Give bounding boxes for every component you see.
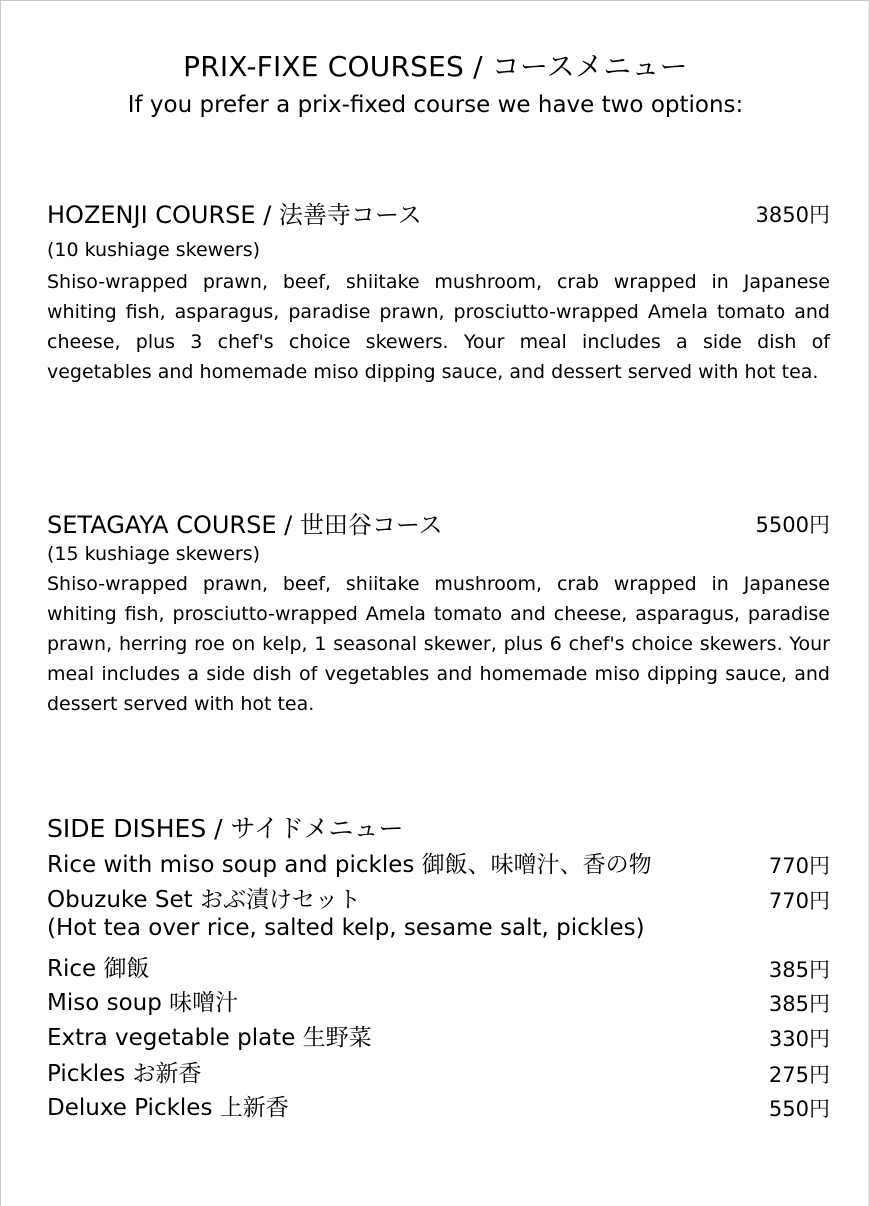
- course-skewer-count: (15 kushiage skewers): [47, 543, 261, 565]
- side-dish-row: [47, 1089, 830, 1123]
- side-dish-label: Rice with miso soup and pickles 御飯、味噌汁、香の物: [47, 852, 652, 878]
- side-dish-row: [47, 1019, 830, 1053]
- page-title: PRIX-FIXE COURSES / コースメニュー: [183, 50, 688, 83]
- side-dishes-title: SIDE DISHES / サイドメニュー: [47, 814, 404, 843]
- side-dish-price: 550円: [768, 1097, 830, 1121]
- side-dish-price: 770円: [768, 889, 830, 913]
- side-dish-price: 330円: [768, 1027, 830, 1051]
- side-dish-price: 385円: [768, 958, 830, 982]
- side-dish-row: [47, 984, 830, 1018]
- side-dish-label: Deluxe Pickles 上新香: [47, 1095, 289, 1121]
- side-dish-label: Rice 御飯: [47, 956, 150, 982]
- course-name: SETAGAYA COURSE / 世田谷コース: [47, 511, 443, 539]
- side-dish-price: 275円: [768, 1063, 830, 1087]
- side-dish-label: Extra vegetable plate 生野菜: [47, 1025, 372, 1051]
- side-dish-row: [47, 846, 830, 880]
- course-description: Shiso-wrapped prawn, beef, shiitake mushroom, crab wrapped in Japanese whiting fish, asparagus, paradise prawn, prosciutto-wrapped Amela tomato and cheese, plus 3 chef's choice skewers. Your meal includes a side dish of vegetables and homemade miso dipping sauce, and dessert served with hot tea.: [47, 271, 830, 383]
- side-dish-row: [47, 950, 830, 984]
- side-dish-price: 385円: [768, 992, 830, 1016]
- course-description: Shiso-wrapped prawn, beef, shiitake mushroom, crab wrapped in Japanese whiting fish, prosciutto-wrapped Amela tomato and cheese, asparagus, paradise prawn, herring roe on kelp, 1 seasonal skewer, plus 6 chef's choice skewers. Your meal includes a side dish of vegetables and homemade miso dipping sauce, and dessert served with hot tea.: [47, 573, 830, 715]
- course-price: 5500円: [755, 513, 830, 537]
- obuzuke-note: (Hot tea over rice, salted kelp, sesame salt, pickles): [47, 915, 645, 941]
- side-dish-row: [47, 881, 830, 915]
- side-dish-label: Obuzuke Set おぶ漬けセット: [47, 887, 361, 913]
- course-skewer-count: (10 kushiage skewers): [47, 239, 261, 261]
- side-dish-price: 770円: [768, 854, 830, 878]
- side-dish-row: [47, 1055, 830, 1089]
- side-dish-label: Miso soup 味噌汁: [47, 990, 239, 1016]
- side-dish-label: Pickles お新香: [47, 1061, 202, 1087]
- page-subtitle: If you prefer a prix-fixed course we have two options:: [127, 92, 744, 118]
- course-name: HOZENJI COURSE / 法善寺コース: [47, 201, 422, 229]
- course-price: 3850円: [755, 203, 830, 227]
